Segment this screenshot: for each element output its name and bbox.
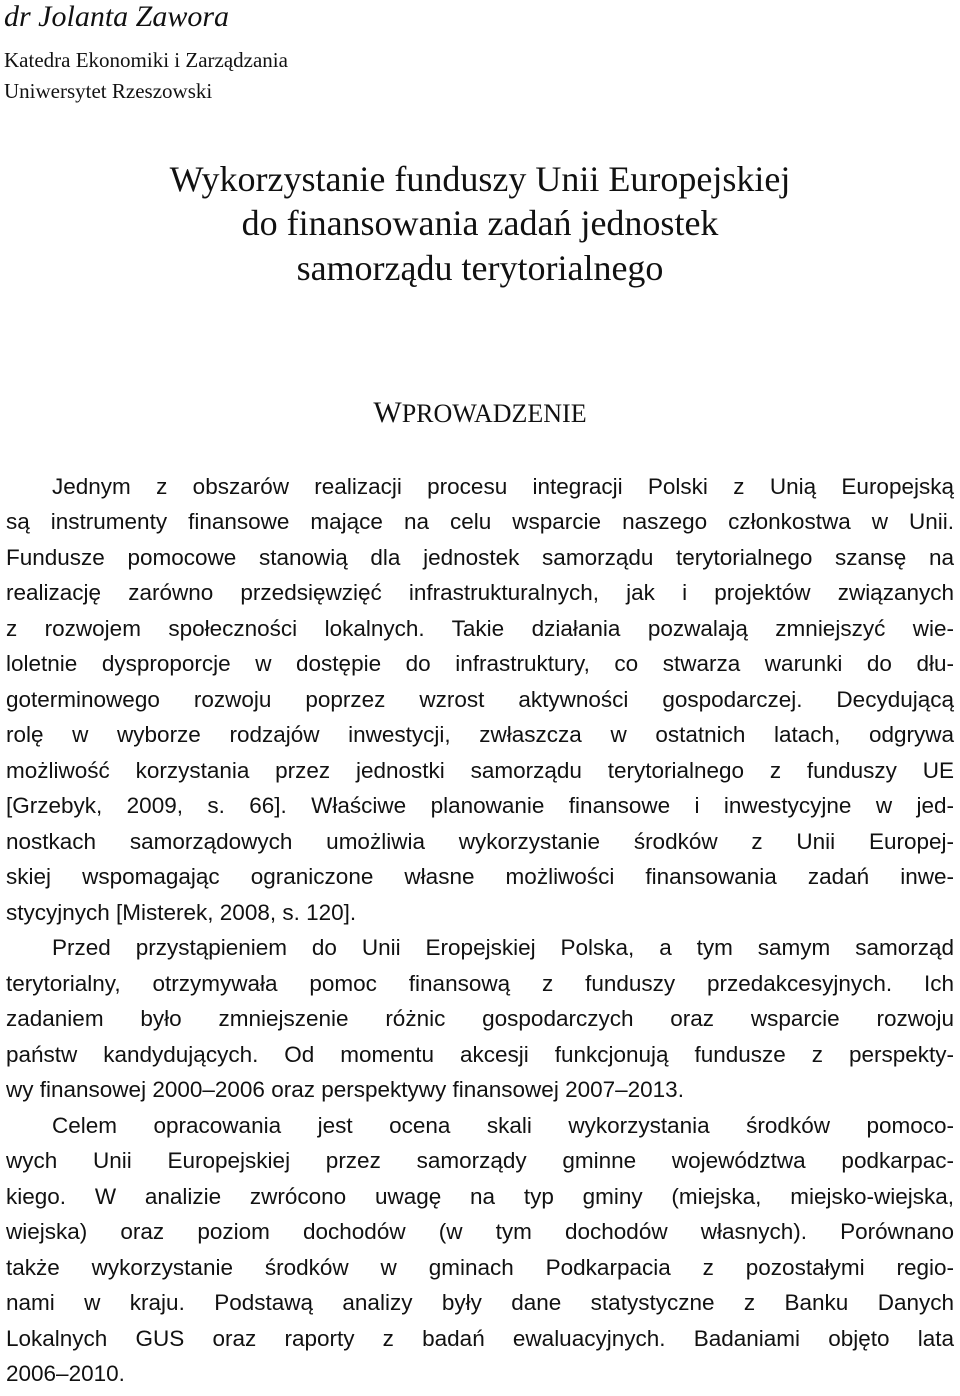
body-line: stycyjnych [Misterek, 2008, s. 120]. xyxy=(6,900,357,925)
body-line: loletnie dysproporcje w dostępie do infrastruktury, co stwarza warunki do dłu- xyxy=(6,651,954,676)
university-name: Uniwersytet Rzeszowski xyxy=(4,79,213,103)
body-line: realizację zarówno przedsięwzięć infrastrukturalnych, jak i projektów związanych xyxy=(6,580,954,605)
article-title-line-3: samorządu terytorialnego xyxy=(296,248,664,288)
body-line: państw kandydujących. Od momentu akcesji funkcjonują fundusze z perspekty- xyxy=(6,1042,954,1067)
body-line: Fundusze pomocowe stanowią dla jednostek samorządu terytorialnego szansę na xyxy=(6,545,954,570)
article-title-line-1: Wykorzystanie funduszy Unii Europejskiej xyxy=(169,159,791,199)
body-line: rolę w wyborze rodzajów inwestycji, zwłaszcza w ostatnich latach, odgrywa xyxy=(6,722,954,747)
body-line: Jednym z obszarów realizacji procesu integracji Polski z Unią Europejską xyxy=(52,474,954,499)
body-line: 2006–2010. xyxy=(6,1361,125,1386)
body-line: Lokalnych GUS oraz raporty z badań ewaluacyjnych. Badaniami objęto lata xyxy=(6,1326,954,1351)
body-line: zadaniem było zmniejszenie różnic gospodarczych oraz wsparcie rozwoju xyxy=(6,1006,954,1031)
body-line: nostkach samorządowych umożliwia wykorzystanie środków z Unii Europej- xyxy=(6,829,954,854)
author-name: dr Jolanta Zawora xyxy=(4,0,230,33)
body-line: Celem opracowania jest ocena skali wykorzystania środków pomoco- xyxy=(52,1113,954,1138)
section-heading-rest: PROWADZENIE xyxy=(401,399,587,428)
article-title-line-2: do finansowania zadań jednostek xyxy=(241,203,719,243)
body-line: terytorialny, otrzymywała pomoc finansową z funduszy przedakcesyjnych. Ich xyxy=(6,971,954,996)
body-line: możliwość korzystania przez jednostki samorządu terytorialnego z funduszy UE xyxy=(6,758,954,783)
section-heading-initial: W xyxy=(373,396,402,429)
body-line: są instrumenty finansowe mające na celu wsparcie naszego członkostwa w Unii. xyxy=(6,509,954,534)
body-line: kiego. W analizie zwrócono uwagę na typ gminy (miejska, miejsko-wiejska, xyxy=(6,1184,954,1209)
body-line: Przed przystąpieniem do Unii Eropejskiej Polska, a tym samym samorząd xyxy=(52,935,954,960)
body-line: skiej wspomagając ograniczone własne możliwości finansowania zadań inwe- xyxy=(6,864,954,889)
body-line: także wykorzystanie środków w gminach Podkarpacia z pozostałymi regio- xyxy=(6,1255,954,1280)
body-line: z rozwojem społeczności lokalnych. Takie działania pozwalają zmniejszyć wie- xyxy=(6,616,954,641)
body-line: [Grzebyk, 2009, s. 66]. Właściwe planowanie finansowe i inwestycyjne w jed- xyxy=(6,793,954,818)
department-name: Katedra Ekonomiki i Zarządzania xyxy=(4,48,288,72)
body-line: wy finansowej 2000–2006 oraz perspektywy finansowej 2007–2013. xyxy=(6,1077,684,1102)
section-heading xyxy=(0,398,960,429)
body-line: wiejska) oraz poziom dochodów (w tym dochodów własnych). Porównano xyxy=(6,1219,954,1244)
body-line: goterminowego rozwoju poprzez wzrost aktywności gospodarczej. Decydującą xyxy=(6,687,954,712)
body-line: wych Unii Europejskiej przez samorządy gminne województwa podkarpac- xyxy=(6,1148,954,1173)
body-line: nami w kraju. Podstawą analizy były dane statystyczne z Banku Danych xyxy=(6,1290,954,1315)
